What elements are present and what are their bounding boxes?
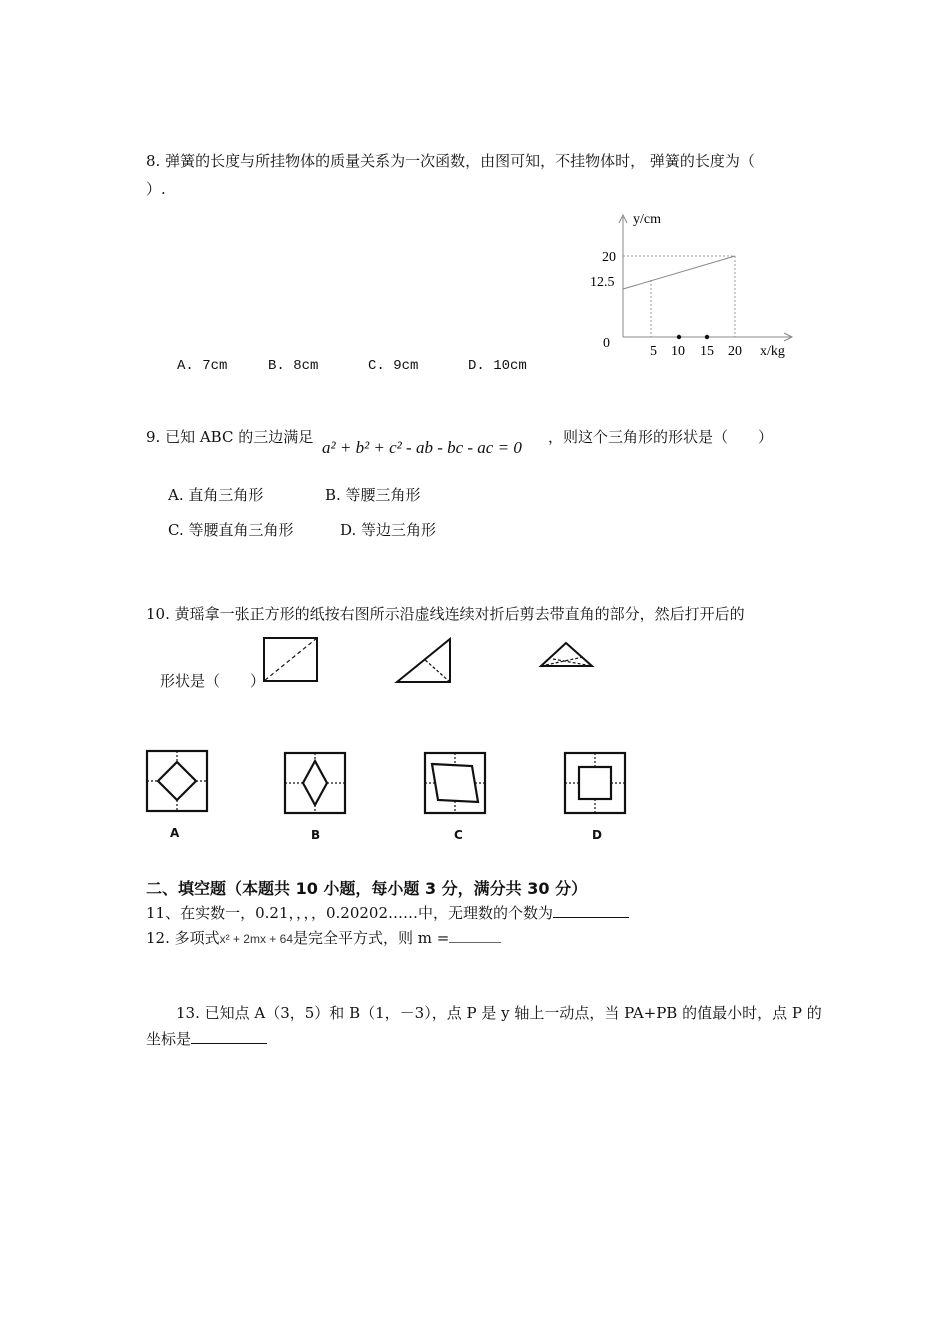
q8-option-c: C. 9cm <box>368 358 419 374</box>
q8-stem-line2: ）. <box>146 180 166 198</box>
x-axis-label: x/kg <box>760 344 785 359</box>
spring-line <box>623 256 735 289</box>
x-dot-10 <box>677 335 681 339</box>
q10-stem-line1: 10. 黄瑶拿一张正方形的纸按右图所示沿虚线连续对折后剪去带直角的部分，然后打开后的 <box>146 605 745 623</box>
y-tick-12-5: 12.5 <box>590 275 615 290</box>
fold-step-small-triangle <box>538 640 596 670</box>
q11-text: 11、在实数一，0.21，，，，0.20202……中，无理数的个数为 <box>146 904 554 922</box>
q10-stem-line2: 形状是（ ） <box>160 672 266 690</box>
x-tick-10: 10 <box>671 344 685 359</box>
fold-step-square <box>262 636 320 684</box>
q11-line <box>146 902 629 923</box>
section-2-heading: 二、填空题（本题共 10 小题，每小题 3 分，满分共 30 分） <box>146 879 588 898</box>
q12-expression: x² + 2mx + 64 <box>219 932 293 946</box>
choice-d-figure <box>562 750 628 816</box>
q8-option-a: A. 7cm <box>177 358 228 374</box>
q12-suffix: 是完全平方式，则 m = <box>293 929 450 947</box>
q12-prefix: 12. 多项式 <box>146 929 220 947</box>
q8-stem-line1: 8. 弹簧的长度与所挂物体的质量关系为一次函数，由图可知，不挂物体时， 弹簧的长度为（ <box>146 152 755 170</box>
q9-equation: a² + b² + c² - ab - bc - ac = 0 <box>322 438 522 457</box>
q13-answer-blank[interactable] <box>191 1028 267 1044</box>
q9-option-a: A. 直角三角形 <box>168 486 264 504</box>
q8-option-b: B. 8cm <box>268 358 319 374</box>
choice-c-figure <box>422 750 488 816</box>
q9-stem-prefix: 9. 已知 ABC 的三边满足 <box>146 428 314 446</box>
q13-line2: 坐标是 <box>146 1030 192 1048</box>
origin-label: 0 <box>603 336 610 351</box>
x-tick-5: 5 <box>650 344 657 359</box>
x-dot-15 <box>705 335 709 339</box>
q9-option-c: C. 等腰直角三角形 <box>168 521 294 539</box>
q9-option-b: B. 等腰三角形 <box>325 486 421 504</box>
choice-c-label: C <box>454 828 463 842</box>
x-tick-20: 20 <box>728 344 742 359</box>
choice-a-label: A <box>170 826 180 840</box>
q9-stem-suffix: ，则这个三角形的形状是（ ） <box>548 428 774 446</box>
choice-b-figure <box>282 750 348 816</box>
q12-line <box>146 927 501 948</box>
choice-a-figure <box>144 748 210 814</box>
q12-answer-blank[interactable] <box>449 927 501 943</box>
spring-graph <box>580 205 810 365</box>
y-tick-20: 20 <box>602 250 616 265</box>
q8-option-d: D. 10cm <box>468 358 527 374</box>
q11-answer-blank[interactable] <box>553 902 629 918</box>
choice-b-label: B <box>311 828 321 842</box>
y-axis-label: y/cm <box>633 212 661 227</box>
q13-line1: 13. 已知点 A（3，5）和 B（1，－3），点 P 是 y 轴上一动点，当 PA+PB 的值最小时，点 P 的 <box>176 1004 822 1022</box>
q13-line2-wrap <box>146 1028 267 1049</box>
x-tick-15: 15 <box>700 344 714 359</box>
choice-d-label: D <box>592 828 602 842</box>
q9-option-d: D. 等边三角形 <box>340 521 437 539</box>
fold-step-triangle <box>394 636 454 686</box>
